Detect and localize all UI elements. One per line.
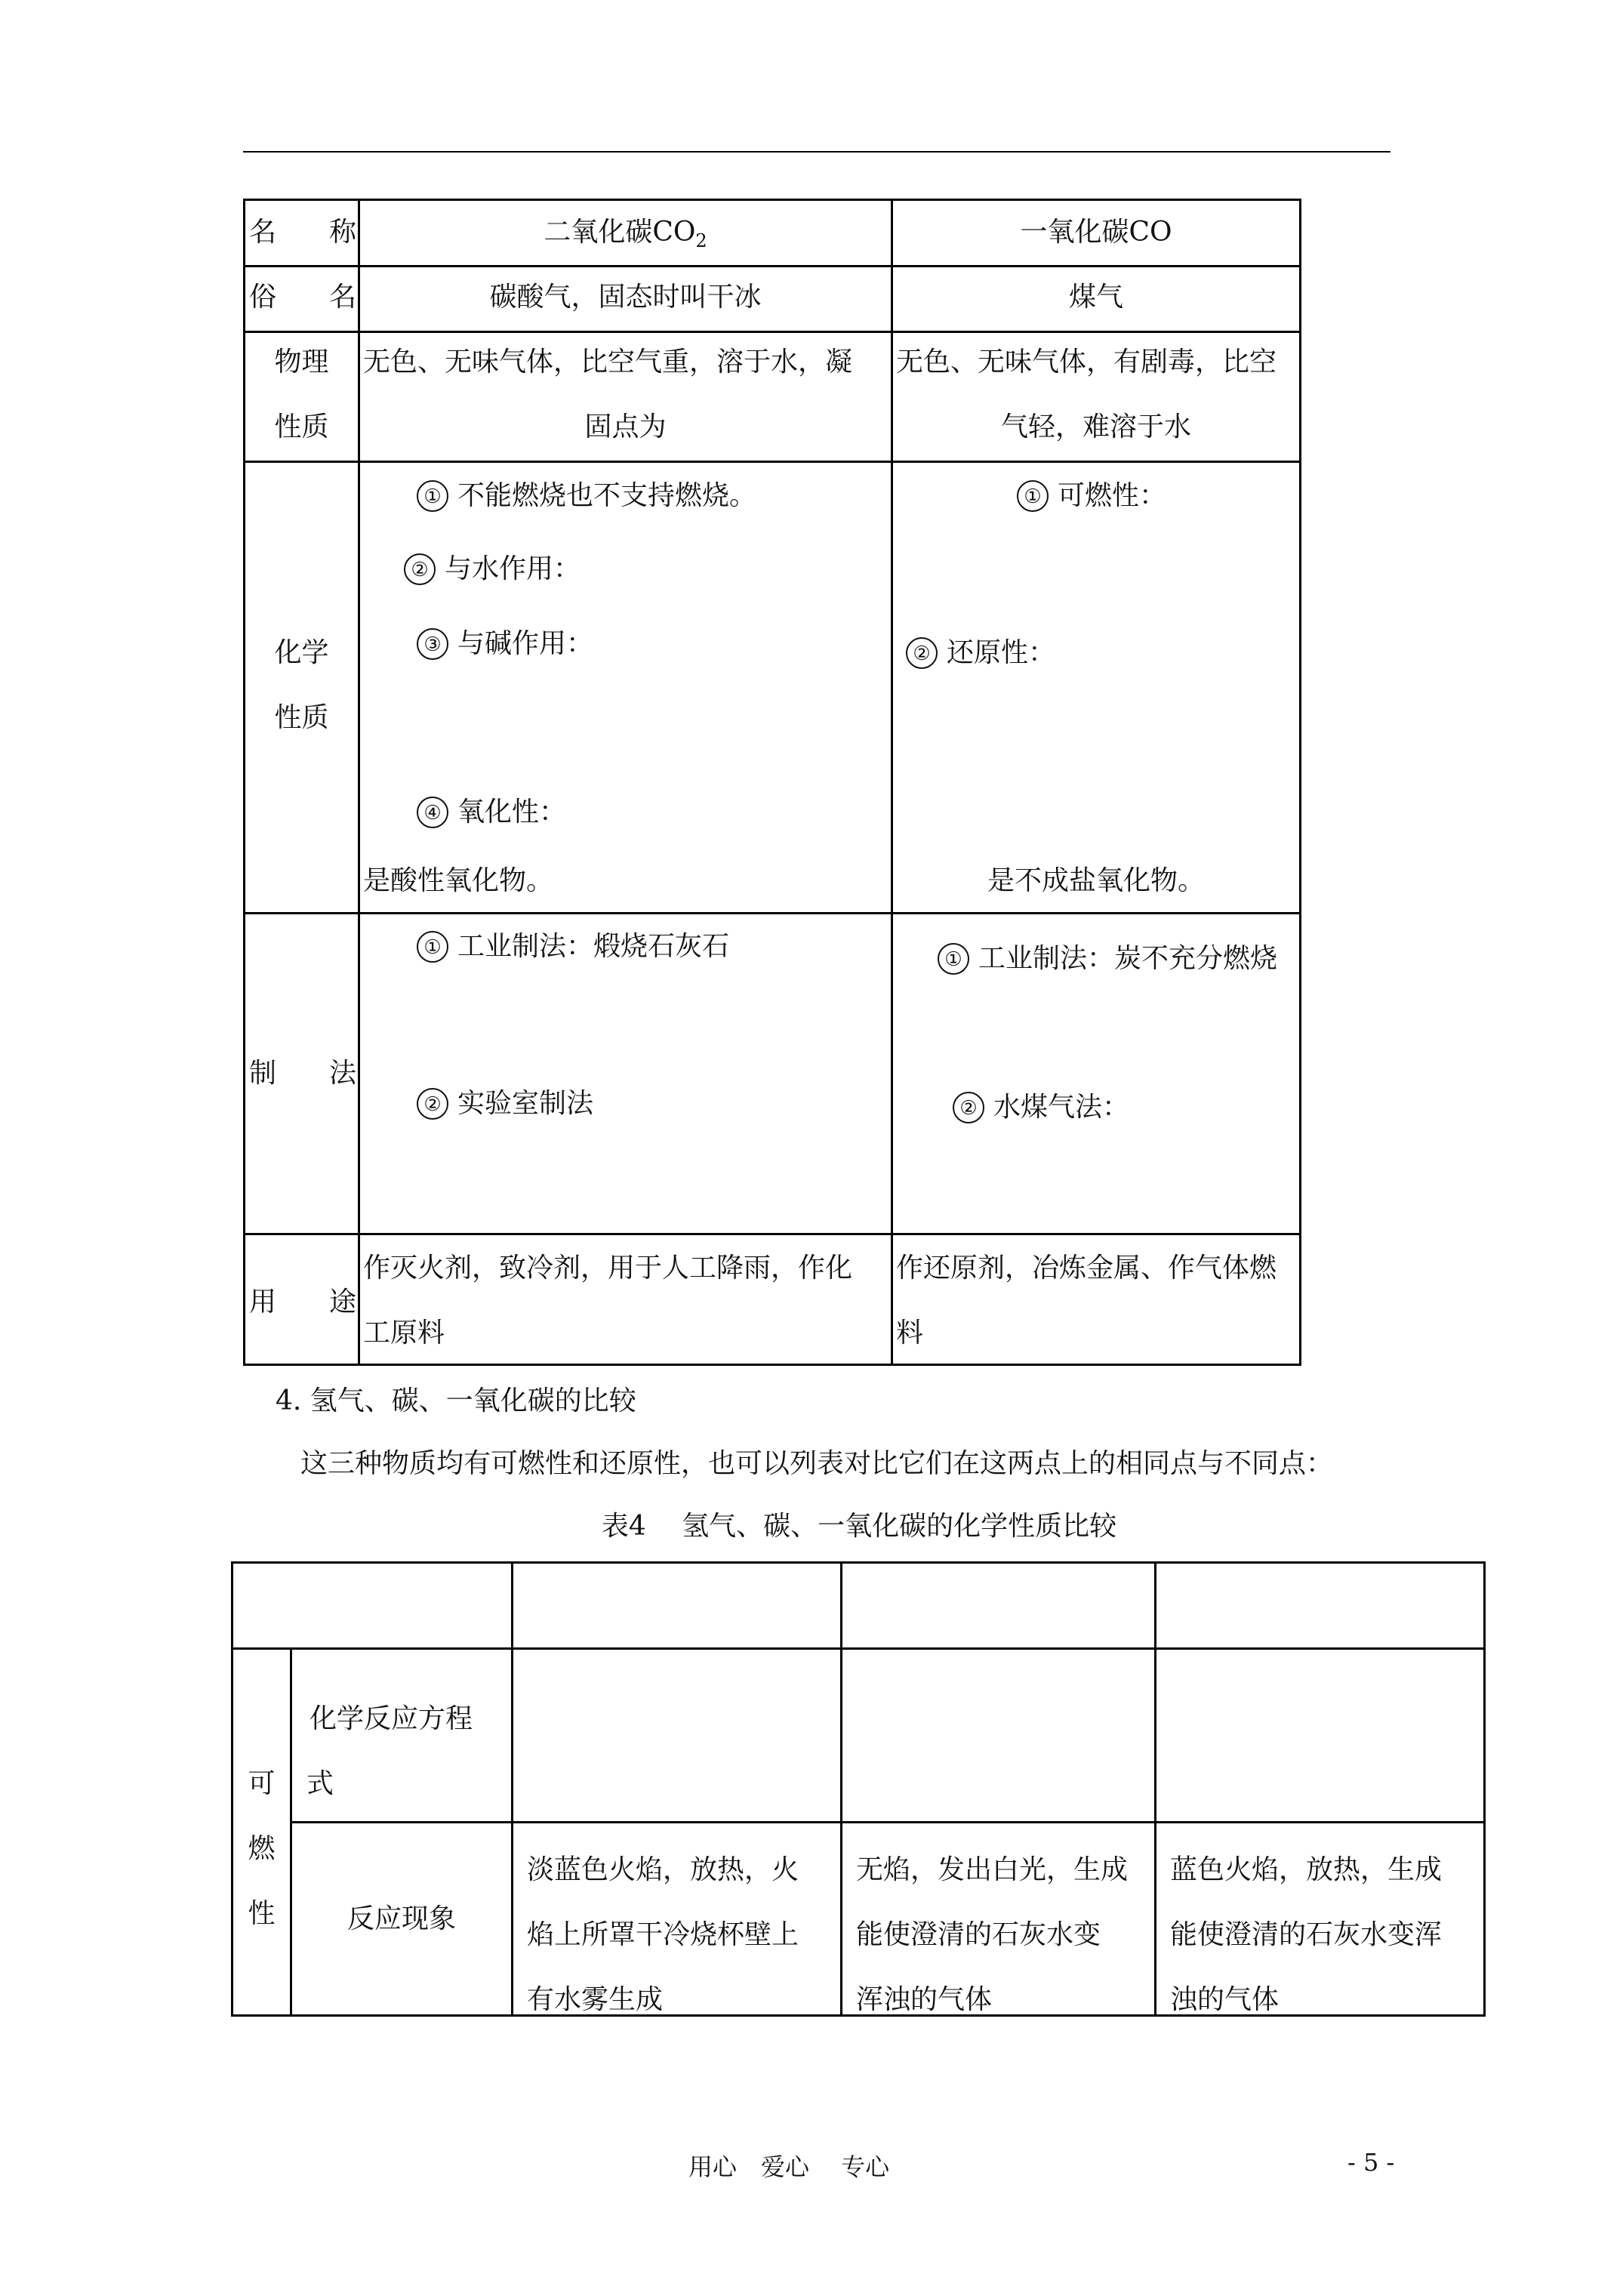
row-label-physical: 物理 性质 — [274, 347, 329, 442]
c-phenomenon: 无焰，发出白光，生成 能使澄清的石灰水变 浑浊的气体 — [856, 1854, 1129, 2015]
row-label-common-name: 俗 名 — [249, 282, 356, 313]
co-chem-note: 是不成盐氧化物。 — [987, 865, 1205, 896]
co2-physical-line1: 无色、无味气体，比空气重，溶于水，凝 — [363, 347, 853, 378]
co-prep-item-2: ② 水煤气法： — [953, 1091, 1129, 1124]
co2-uses-line1: 作灭火剂，致冷剂，用于人工降雨，作化 — [363, 1253, 853, 1284]
co-chem-item-2: ② 还原性： — [906, 636, 1055, 670]
co2-prep-item-1: ① 工业制法：煅烧石灰石 — [417, 930, 729, 963]
co2-chem-item-4: ④ 氧化性： — [417, 796, 566, 829]
co2-chem-item-3: ③ 与碱作用： — [417, 627, 593, 661]
co2-uses-line2: 工原料 — [363, 1318, 445, 1348]
co-physical-line1: 无色、无味气体，有剧毒，比空 — [896, 347, 1277, 378]
row-label-chemical: 化学 性质 — [274, 637, 329, 733]
co2-name-cell: 二氧化碳$CO_2$ — [544, 217, 707, 251]
co2-common-name: 碳酸气，固态时叫干冰 — [489, 282, 762, 313]
h2-phenomenon: 淡蓝色火焰，放热，火 焰上所罩干冷烧杯壁上 有水雾生成 — [527, 1854, 799, 2015]
section-heading: 4. 氢气、碳、一氧化碳的比较 — [276, 1385, 636, 1416]
co-uses-line2: 料 — [896, 1318, 924, 1348]
header-rule — [243, 151, 1390, 153]
co-common-name: 煤气 — [1068, 282, 1123, 313]
co-prep-item-1: ① 工业制法：炭不充分燃烧 — [938, 942, 1277, 975]
table-caption: 表4 氢气、碳、一氧化碳的化学性质比较 — [601, 1511, 1117, 1542]
row-label-uses: 用 途 — [249, 1287, 356, 1318]
co-chem-item-1: ① 可燃性： — [1017, 479, 1166, 513]
co-uses-line1: 作还原剂，冶炼金属、作气体燃 — [896, 1253, 1277, 1284]
co2-prep-item-2: ② 实验室制法 — [417, 1087, 593, 1120]
row-label-equation: 化学反应方程 式 — [306, 1703, 473, 1799]
co-phenomenon: 蓝色火焰，放热，生成 能使澄清的石灰水变浑 浊的气体 — [1170, 1854, 1443, 2015]
co-name-cell: 一氧化碳CO — [1020, 217, 1172, 248]
section-paragraph: 这三种物质均有可燃性和还原性，也可以列表对比它们在这两点上的相同点与不同点： — [300, 1448, 1334, 1479]
row-label-name: 名 称 — [249, 217, 356, 248]
row-label-phenomenon: 反应现象 — [346, 1903, 456, 1934]
co2-chem-note: 是酸性氧化物。 — [363, 865, 554, 896]
co2-chem-item-1: ① 不能燃烧也不支持燃烧。 — [417, 479, 756, 513]
co2-chem-item-2: ② 与水作用： — [404, 553, 581, 586]
co-physical-line2: 气轻，难溶于水 — [1000, 411, 1191, 442]
footer-motto: 用心 爱心 专心 — [688, 2153, 890, 2181]
row-label-preparation: 制 法 — [249, 1058, 356, 1089]
page-number: - 5 - — [1347, 2148, 1395, 2177]
co2-physical-line2: 固点为 — [584, 411, 667, 442]
group-label-flammability: 可 燃 性 — [248, 1768, 276, 1929]
